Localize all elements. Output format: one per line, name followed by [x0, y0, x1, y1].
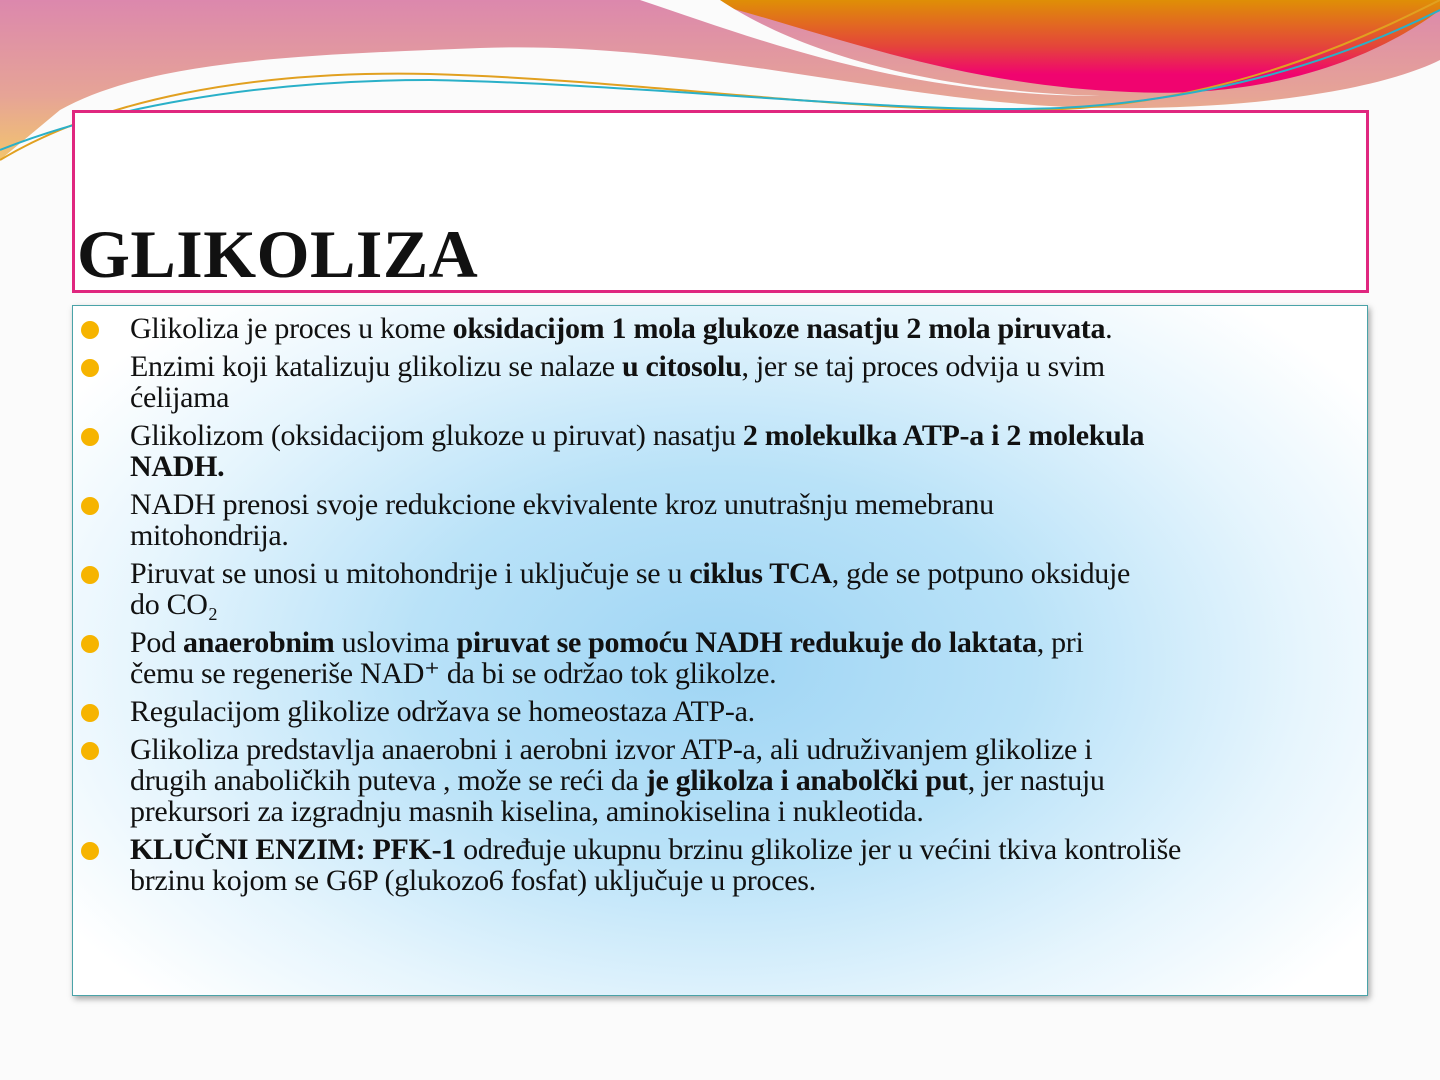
bold-text: u citosolu [621, 350, 742, 383]
bullet-line [130, 796, 1367, 827]
text: određuje ukupnu brzinu glikolize jer u većini tkiva kontroliše [455, 833, 1182, 866]
bullet-dot-icon [81, 321, 99, 339]
bullet-item [73, 696, 1367, 727]
bold-text: 2 molekulka ATP-a i 2 molekula [742, 419, 1145, 452]
bold-text: je glikolza i anabolčki put [645, 764, 968, 797]
text: Glikoliza predstavlja anaerobni i aerobni izvor ATP-a, ali udruživanjem glikolize i [130, 733, 1093, 766]
bullet-line [130, 558, 1367, 589]
bold-text: KLUČNI ENZIM: PFK-1 [130, 833, 456, 866]
text: Pod [130, 626, 183, 659]
bullet-item [73, 351, 1367, 413]
bold-text: NADH. [130, 450, 225, 483]
bullet-line [130, 420, 1367, 451]
title-placeholder [72, 110, 1369, 293]
bold-text: anaerobnim [183, 626, 335, 659]
bullet-line [130, 765, 1367, 796]
bullet-line [130, 489, 1367, 520]
bullet-line [130, 734, 1367, 765]
bullet-item [73, 558, 1367, 620]
bold-text: piruvat se pomoću NADH redukuje do laktata [456, 626, 1037, 659]
text: prekursori za izgradnju masnih kiselina, aminokiselina i nukleotida. [130, 795, 924, 828]
text: mitohondrija. [130, 519, 289, 552]
bullet-line [130, 658, 1367, 689]
bullet-line [130, 865, 1367, 896]
bold-text: oksidacijom 1 mola glukoze nasatju 2 mola piruvata [452, 312, 1106, 345]
bullet-line [130, 351, 1367, 382]
text: , pri [1036, 626, 1084, 659]
bullet-dot-icon [81, 842, 99, 860]
text: , gde se potpuno oksiduje [831, 557, 1131, 590]
slide-title: GLIKOLIZA [77, 216, 479, 292]
bullet-list [73, 313, 1367, 903]
text: Piruvat se unosi u mitohondrije i uključuje se u [130, 557, 690, 590]
text: čemu se regeneriše NAD⁺ da bi se održao tok glikolze. [130, 657, 777, 690]
bullet-item [73, 627, 1367, 689]
bullet-dot-icon [81, 497, 99, 515]
bullet-line [130, 451, 1367, 482]
bullet-item [73, 313, 1367, 344]
text: Glikolizom (oksidacijom glukoze u piruvat) nasatju [130, 419, 743, 452]
text: NADH prenosi svoje redukcione ekvivalente kroz unutrašnju memebranu [130, 488, 994, 521]
content-placeholder [72, 305, 1368, 996]
bullet-dot-icon [81, 428, 99, 446]
text: . [1105, 312, 1113, 345]
bullet-item [73, 734, 1367, 827]
bullet-line [130, 520, 1367, 551]
text: , jer nastuju [967, 764, 1105, 797]
text: ćelijama [130, 381, 230, 414]
text: uslovima [334, 626, 457, 659]
text: brzinu kojom se G6P (glukozo6 fosfat) uključuje u proces. [130, 864, 816, 897]
bullet-item [73, 834, 1367, 896]
bullet-line [130, 313, 1367, 344]
text: , jer se taj proces odvija u svim [741, 350, 1105, 383]
bullet-item [73, 489, 1367, 551]
bullet-dot-icon [81, 742, 99, 760]
text: drugih anaboličkih puteva , može se reći da [130, 764, 646, 797]
bullet-line [130, 382, 1367, 413]
bullet-item [73, 420, 1367, 482]
text: Enzimi koji katalizuju glikolizu se nalaze [130, 350, 622, 383]
bullet-dot-icon [81, 566, 99, 584]
text: Glikoliza je proces u kome [130, 312, 453, 345]
bold-text: ciklus TCA [689, 557, 832, 590]
bullet-line [130, 834, 1367, 865]
text: Regulacijom glikolize održava se homeostaza ATP-a. [130, 695, 755, 728]
bullet-line [130, 627, 1367, 658]
bullet-line [130, 589, 1367, 620]
bullet-line [130, 696, 1367, 727]
bullet-dot-icon [81, 635, 99, 653]
bullet-dot-icon [81, 704, 99, 722]
bullet-dot-icon [81, 359, 99, 377]
text: do CO₂ [130, 588, 218, 621]
